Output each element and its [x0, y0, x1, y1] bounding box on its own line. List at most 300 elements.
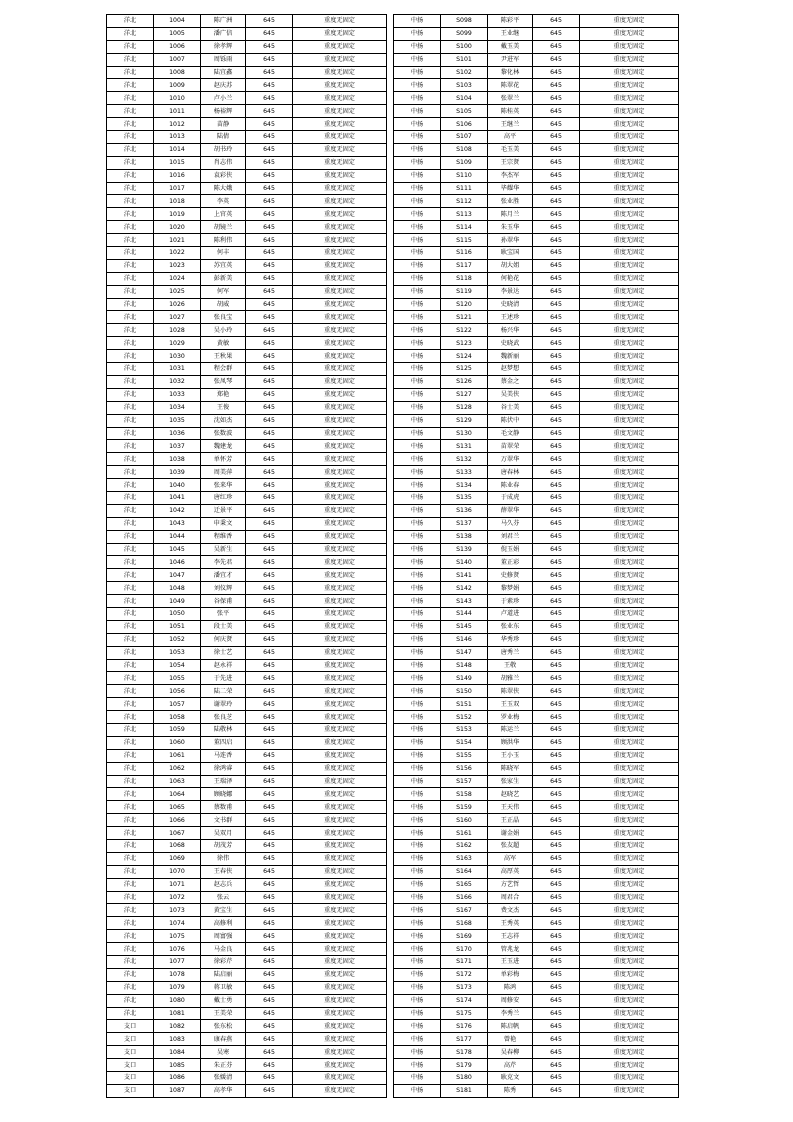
cell-id: 1084 [154, 1046, 201, 1059]
cell-amount: 645 [533, 646, 580, 659]
cell-name: 程维香 [201, 530, 246, 543]
cell-name: 王继兰 [488, 118, 533, 131]
cell-town: 洋北 [107, 401, 154, 414]
cell-town: 中扬 [394, 956, 441, 969]
cell-name: 申秉文 [201, 517, 246, 530]
cell-category: 重度无固定 [293, 53, 387, 66]
cell-id: S148 [441, 659, 488, 672]
cell-name: 王美荣 [201, 1007, 246, 1020]
cell-category: 重度无固定 [580, 814, 679, 827]
table-row [107, 1020, 387, 1033]
cell-category: 重度无固定 [293, 118, 387, 131]
cell-id: 1034 [154, 401, 201, 414]
cell-category: 重度无固定 [293, 981, 387, 994]
cell-id: S181 [441, 1084, 488, 1097]
cell-id: 1030 [154, 350, 201, 363]
cell-category: 重度无固定 [580, 788, 679, 801]
table-row [107, 15, 387, 28]
table-row [394, 169, 679, 182]
cell-amount: 645 [246, 453, 293, 466]
table-row [107, 917, 387, 930]
cell-town: 洋北 [107, 388, 154, 401]
cell-amount: 645 [533, 801, 580, 814]
cell-id: 1075 [154, 930, 201, 943]
cell-amount: 645 [533, 517, 580, 530]
cell-id: S163 [441, 852, 488, 865]
cell-town: 中扬 [394, 569, 441, 582]
cell-amount: 645 [533, 723, 580, 736]
cell-name: 陆敬林 [201, 723, 246, 736]
cell-name: 张家生 [488, 775, 533, 788]
cell-name: 王述珍 [488, 311, 533, 324]
cell-id: S110 [441, 169, 488, 182]
cell-category: 重度无固定 [293, 775, 387, 788]
table-row [394, 723, 679, 736]
cell-category: 重度无固定 [293, 595, 387, 608]
table-row [107, 156, 387, 169]
cell-id: 1012 [154, 118, 201, 131]
cell-category: 重度无固定 [580, 762, 679, 775]
cell-category: 重度无固定 [293, 530, 387, 543]
cell-category: 重度无固定 [580, 968, 679, 981]
table-row [394, 182, 679, 195]
cell-name: 陆二荣 [201, 685, 246, 698]
cell-category: 重度无固定 [580, 685, 679, 698]
table-row [394, 595, 679, 608]
cell-amount: 645 [533, 1007, 580, 1020]
table-row [394, 1007, 679, 1020]
table-row [394, 1059, 679, 1072]
table-row [107, 530, 387, 543]
cell-town: 洋北 [107, 801, 154, 814]
cell-name: 徐鸿睿 [201, 762, 246, 775]
cell-town: 中扬 [394, 208, 441, 221]
cell-id: 1008 [154, 66, 201, 79]
table-row [394, 1033, 679, 1046]
cell-name: 单彩梅 [488, 968, 533, 981]
cell-category: 重度无固定 [293, 1033, 387, 1046]
cell-name: 李秀兰 [488, 1007, 533, 1020]
table-row [107, 247, 387, 260]
cell-amount: 645 [533, 79, 580, 92]
cell-category: 重度无固定 [293, 711, 387, 724]
cell-town: 中扬 [394, 453, 441, 466]
cell-category: 重度无固定 [580, 285, 679, 298]
cell-name: 杨裕辉 [201, 105, 246, 118]
cell-amount: 645 [533, 1046, 580, 1059]
cell-category: 重度无固定 [580, 92, 679, 105]
cell-category: 重度无固定 [580, 247, 679, 260]
cell-id: 1056 [154, 685, 201, 698]
cell-category: 重度无固定 [580, 994, 679, 1007]
cell-amount: 645 [533, 775, 580, 788]
cell-id: 1015 [154, 156, 201, 169]
cell-category: 重度无固定 [580, 1046, 679, 1059]
table-row [394, 118, 679, 131]
cell-amount: 645 [533, 105, 580, 118]
cell-town: 洋北 [107, 672, 154, 685]
cell-name: 魏建龙 [201, 440, 246, 453]
table-row [107, 943, 387, 956]
table-row [107, 208, 387, 221]
cell-id: S134 [441, 479, 488, 492]
cell-name: 孙翠华 [488, 234, 533, 247]
cell-town: 洋北 [107, 865, 154, 878]
cell-category: 重度无固定 [293, 723, 387, 736]
cell-town: 中扬 [394, 801, 441, 814]
cell-id: 1067 [154, 827, 201, 840]
cell-id: S155 [441, 749, 488, 762]
cell-name: 潘宜才 [201, 569, 246, 582]
cell-town: 洋北 [107, 930, 154, 943]
table-row [107, 1059, 387, 1072]
cell-category: 重度无固定 [293, 453, 387, 466]
cell-category: 重度无固定 [293, 221, 387, 234]
cell-town: 洋北 [107, 363, 154, 376]
cell-id: S147 [441, 646, 488, 659]
cell-name: 郑艳 [201, 388, 246, 401]
cell-id: 1042 [154, 504, 201, 517]
cell-category: 重度无固定 [580, 840, 679, 853]
cell-town: 中扬 [394, 195, 441, 208]
cell-category: 重度无固定 [580, 659, 679, 672]
cell-category: 重度无固定 [293, 827, 387, 840]
cell-town: 洋北 [107, 994, 154, 1007]
cell-town: 中扬 [394, 504, 441, 517]
cell-category: 重度无固定 [293, 865, 387, 878]
cell-town: 中扬 [394, 582, 441, 595]
cell-category: 重度无固定 [293, 814, 387, 827]
cell-name: 陈翠侠 [488, 685, 533, 698]
cell-name: 徐士艺 [201, 646, 246, 659]
cell-amount: 645 [533, 363, 580, 376]
cell-name: 康春燕 [201, 1033, 246, 1046]
cell-town: 中扬 [394, 607, 441, 620]
table-row [107, 195, 387, 208]
cell-id: 1036 [154, 427, 201, 440]
cell-town: 中扬 [394, 414, 441, 427]
table-row [394, 517, 679, 530]
cell-name: 赵永祥 [201, 659, 246, 672]
cell-amount: 645 [246, 350, 293, 363]
cell-category: 重度无固定 [580, 363, 679, 376]
table-row [107, 646, 387, 659]
cell-name: 程会群 [201, 363, 246, 376]
cell-amount: 645 [533, 427, 580, 440]
table-row [107, 182, 387, 195]
table-row [107, 814, 387, 827]
cell-amount: 645 [246, 221, 293, 234]
cell-town: 洋北 [107, 324, 154, 337]
table-row [394, 672, 679, 685]
cell-id: 1076 [154, 943, 201, 956]
cell-name: 周铄雨 [201, 53, 246, 66]
cell-name: 黎化林 [488, 66, 533, 79]
cell-amount: 645 [246, 1084, 293, 1097]
cell-name: 曾艳 [488, 1033, 533, 1046]
cell-amount: 645 [533, 92, 580, 105]
cell-town: 中扬 [394, 131, 441, 144]
cell-id: S122 [441, 324, 488, 337]
table-row [394, 414, 679, 427]
table-row [394, 40, 679, 53]
cell-id: 1086 [154, 1072, 201, 1085]
cell-amount: 645 [246, 943, 293, 956]
cell-name: 陈鸿 [488, 981, 533, 994]
cell-town: 洋北 [107, 904, 154, 917]
cell-amount: 645 [533, 762, 580, 775]
cell-town: 中扬 [394, 259, 441, 272]
cell-town: 洋北 [107, 40, 154, 53]
table-row [394, 607, 679, 620]
cell-town: 洋北 [107, 504, 154, 517]
cell-name: 马金良 [201, 943, 246, 956]
cell-category: 重度无固定 [580, 956, 679, 969]
cell-town: 洋北 [107, 659, 154, 672]
table-row [107, 852, 387, 865]
cell-id: S145 [441, 620, 488, 633]
cell-id: S119 [441, 285, 488, 298]
table-row [394, 15, 679, 28]
cell-category: 重度无固定 [580, 143, 679, 156]
cell-id: 1072 [154, 891, 201, 904]
cell-town: 中扬 [394, 440, 441, 453]
table-row [107, 375, 387, 388]
cell-amount: 645 [533, 1072, 580, 1085]
cell-amount: 645 [246, 1007, 293, 1020]
cell-amount: 645 [533, 1020, 580, 1033]
cell-name: 吴双月 [201, 827, 246, 840]
cell-name: 蔡数甫 [201, 801, 246, 814]
cell-town: 洋北 [107, 427, 154, 440]
table-row [107, 40, 387, 53]
cell-name: 倪玉娟 [488, 543, 533, 556]
cell-town: 中扬 [394, 840, 441, 853]
cell-id: 1022 [154, 247, 201, 260]
table-row [107, 582, 387, 595]
cell-id: S112 [441, 195, 488, 208]
cell-id: 1043 [154, 517, 201, 530]
cell-amount: 645 [246, 285, 293, 298]
cell-category: 重度无固定 [293, 491, 387, 504]
cell-category: 重度无固定 [293, 298, 387, 311]
cell-category: 重度无固定 [293, 79, 387, 92]
table-row [107, 27, 387, 40]
cell-id: S111 [441, 182, 488, 195]
cell-amount: 645 [246, 427, 293, 440]
cell-category: 重度无固定 [293, 466, 387, 479]
cell-town: 洋北 [107, 221, 154, 234]
cell-town: 中扬 [394, 736, 441, 749]
cell-name: 胡威 [201, 298, 246, 311]
cell-category: 重度无固定 [293, 285, 387, 298]
table-row [107, 234, 387, 247]
cell-category: 重度无固定 [293, 414, 387, 427]
cell-category: 重度无固定 [293, 994, 387, 1007]
cell-name: 王俊 [201, 401, 246, 414]
cell-amount: 645 [246, 968, 293, 981]
cell-town: 支口 [107, 1020, 154, 1033]
cell-id: 1045 [154, 543, 201, 556]
cell-name: 王瑞泽 [201, 775, 246, 788]
cell-id: 1070 [154, 865, 201, 878]
cell-amount: 645 [246, 259, 293, 272]
cell-name: 张良芝 [201, 711, 246, 724]
cell-category: 重度无固定 [580, 530, 679, 543]
cell-category: 重度无固定 [580, 182, 679, 195]
cell-amount: 645 [533, 956, 580, 969]
cell-id: 1014 [154, 143, 201, 156]
cell-id: S127 [441, 388, 488, 401]
cell-town: 洋北 [107, 981, 154, 994]
cell-id: 1078 [154, 968, 201, 981]
cell-town: 洋北 [107, 66, 154, 79]
cell-amount: 645 [246, 1020, 293, 1033]
cell-category: 重度无固定 [580, 440, 679, 453]
cell-category: 重度无固定 [580, 40, 679, 53]
cell-category: 重度无固定 [293, 504, 387, 517]
cell-id: S161 [441, 827, 488, 840]
cell-amount: 645 [246, 1072, 293, 1085]
cell-name: 赵志兵 [201, 878, 246, 891]
cell-name: 黄宝生 [201, 904, 246, 917]
cell-category: 重度无固定 [580, 711, 679, 724]
table-row [394, 234, 679, 247]
cell-town: 中扬 [394, 66, 441, 79]
cell-category: 重度无固定 [293, 891, 387, 904]
right-table [393, 14, 679, 1098]
table-row [394, 1084, 679, 1097]
cell-category: 重度无固定 [293, 968, 387, 981]
table-row [107, 169, 387, 182]
table-row [107, 762, 387, 775]
cell-amount: 645 [246, 930, 293, 943]
cell-amount: 645 [533, 607, 580, 620]
cell-town: 中扬 [394, 917, 441, 930]
cell-category: 重度无固定 [293, 943, 387, 956]
cell-category: 重度无固定 [293, 169, 387, 182]
cell-category: 重度无固定 [293, 607, 387, 620]
cell-amount: 645 [246, 15, 293, 28]
cell-category: 重度无固定 [293, 105, 387, 118]
cell-category: 重度无固定 [580, 827, 679, 840]
cell-name: 谢金娟 [488, 827, 533, 840]
cell-category: 重度无固定 [580, 504, 679, 517]
table-row [394, 131, 679, 144]
cell-id: 1028 [154, 324, 201, 337]
cell-id: S167 [441, 904, 488, 917]
cell-category: 重度无固定 [293, 698, 387, 711]
cell-id: 1031 [154, 363, 201, 376]
cell-town: 中扬 [394, 852, 441, 865]
cell-name: 吴美侠 [488, 388, 533, 401]
cell-id: 1038 [154, 453, 201, 466]
cell-category: 重度无固定 [293, 788, 387, 801]
cell-id: S170 [441, 943, 488, 956]
table-row [394, 633, 679, 646]
cell-id: S120 [441, 298, 488, 311]
cell-town: 中扬 [394, 53, 441, 66]
cell-id: S121 [441, 311, 488, 324]
cell-town: 中扬 [394, 930, 441, 943]
cell-town: 洋北 [107, 814, 154, 827]
table-row [107, 994, 387, 1007]
table-row [107, 517, 387, 530]
cell-id: S116 [441, 247, 488, 260]
table-row [394, 968, 679, 981]
cell-id: S146 [441, 633, 488, 646]
cell-amount: 645 [246, 582, 293, 595]
cell-category: 重度无固定 [293, 388, 387, 401]
cell-category: 重度无固定 [580, 350, 679, 363]
cell-name: 董正彩 [488, 556, 533, 569]
cell-category: 重度无固定 [293, 259, 387, 272]
cell-id: S177 [441, 1033, 488, 1046]
cell-name: 吴小玲 [201, 324, 246, 337]
table-row [394, 569, 679, 582]
cell-amount: 645 [246, 504, 293, 517]
cell-category: 重度无固定 [580, 15, 679, 28]
cell-category: 重度无固定 [293, 672, 387, 685]
cell-category: 重度无固定 [293, 324, 387, 337]
cell-town: 洋北 [107, 1007, 154, 1020]
cell-amount: 645 [246, 234, 293, 247]
cell-name: 何丰 [201, 247, 246, 260]
cell-name: 陈伏中 [488, 414, 533, 427]
cell-amount: 645 [533, 40, 580, 53]
cell-name: 戴士勇 [201, 994, 246, 1007]
cell-category: 重度无固定 [293, 92, 387, 105]
cell-category: 重度无固定 [293, 685, 387, 698]
cell-id: S098 [441, 15, 488, 28]
cell-id: S138 [441, 530, 488, 543]
cell-name: 上官英 [201, 208, 246, 221]
cell-id: 1046 [154, 556, 201, 569]
cell-name: 吴春柳 [488, 1046, 533, 1059]
cell-amount: 645 [246, 156, 293, 169]
cell-amount: 645 [246, 311, 293, 324]
cell-name: 陈广洲 [201, 15, 246, 28]
table-row [394, 324, 679, 337]
cell-town: 中扬 [394, 247, 441, 260]
cell-category: 重度无固定 [293, 479, 387, 492]
cell-id: 1020 [154, 221, 201, 234]
table-row [394, 543, 679, 556]
cell-town: 中扬 [394, 698, 441, 711]
cell-category: 重度无固定 [580, 930, 679, 943]
cell-amount: 645 [533, 388, 580, 401]
cell-town: 洋北 [107, 105, 154, 118]
cell-town: 洋北 [107, 156, 154, 169]
cell-id: 1004 [154, 15, 201, 28]
cell-amount: 645 [533, 595, 580, 608]
table-row [107, 878, 387, 891]
cell-name: 费文杰 [488, 904, 533, 917]
cell-town: 洋北 [107, 169, 154, 182]
cell-id: 1064 [154, 788, 201, 801]
cell-amount: 645 [533, 711, 580, 724]
cell-id: S162 [441, 840, 488, 853]
cell-id: 1011 [154, 105, 201, 118]
cell-id: 1057 [154, 698, 201, 711]
cell-id: 1080 [154, 994, 201, 1007]
cell-name: 唐秀兰 [488, 646, 533, 659]
table-row [394, 66, 679, 79]
cell-id: 1050 [154, 607, 201, 620]
cell-name: 史修贤 [488, 569, 533, 582]
cell-amount: 645 [533, 865, 580, 878]
cell-amount: 645 [533, 672, 580, 685]
